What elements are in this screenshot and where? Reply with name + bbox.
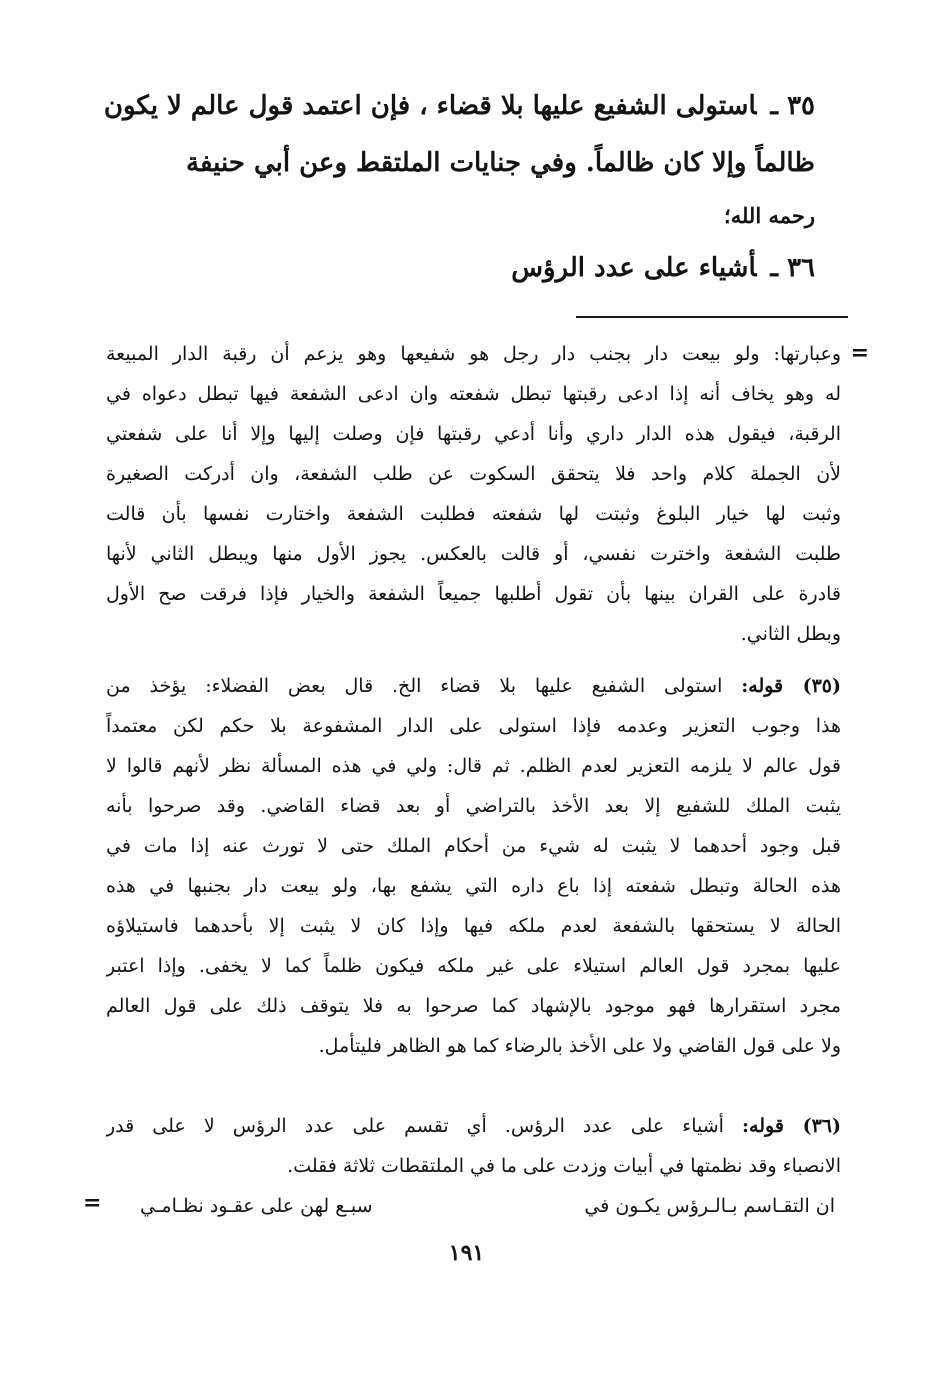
main-text: أشياء على عدد الرؤس bbox=[511, 253, 757, 283]
note-line: هذه الحالة وتبطل شفعته إذا باع داره التي يشفع بها، ولو بيعت دار بجنبها في هذه bbox=[106, 875, 841, 897]
footnote-paragraph bbox=[106, 334, 841, 654]
note-line: قبل وجود أحدهما لا يثبت له شيء من أحكام الملك حتى لا تورث عنه إذا مات في bbox=[106, 835, 841, 857]
continuation-marker: = bbox=[850, 340, 869, 366]
note-line: الحالة لا يستحقها بالشفعة لعدم ملكه فيها وإذا كان لا يثبت إلا بأحدهما فاستيلاؤه bbox=[106, 915, 841, 937]
note-line: وعبارتها: ولو بيعت دار بجنب دار رجل هو شفيعها وهو يزعم أن رقبة الدار المبيعة bbox=[106, 343, 841, 365]
verse-line bbox=[140, 1186, 835, 1226]
note-line: طلبت الشفعة واخترت نفسي، أو قالت بالعكس. يجوز الأول منها ويبطل الثاني لأنها bbox=[106, 543, 841, 565]
note-line: عليها بمجرد قول العالم استيلاء على غير ملكه فيكون ظلماً كما لا يخفى. وإذا اعتبر bbox=[106, 955, 841, 977]
note-line: وبطل الثاني. bbox=[740, 623, 841, 645]
note-line bbox=[106, 666, 841, 706]
note-label: (٣٥) قوله: bbox=[741, 675, 841, 697]
note-line: قول عالم لا يلزمه التعزير لعدم الظلم. ثم قال: ولي في هذه المسألة نظر لأنهم قالوا لا bbox=[106, 755, 841, 777]
footnote-paragraph-35 bbox=[106, 666, 841, 1066]
main-text-line-35 bbox=[104, 86, 815, 126]
note-line bbox=[106, 1106, 841, 1146]
footnote-paragraph-36 bbox=[106, 1106, 841, 1186]
verse-second-hemistich: سبـع لهن على عقـود نظـامـي bbox=[140, 1195, 373, 1217]
note-text: أشياء على عدد الرؤس. أي تقسم على عدد الرؤس لا على قدر bbox=[106, 1115, 724, 1137]
footnote-separator bbox=[576, 316, 848, 318]
verse-first-hemistich: ان التقـاسم بـالـرؤس يكـون في bbox=[584, 1195, 835, 1217]
note-line: قادرة على القران بينها بأن تقول أطلبها جميعاً الشفعة والخيار فإذا فرقت صح الأول bbox=[106, 583, 841, 605]
note-line: له وهو يخاف أنه إذا ادعى رقبتها تبطل شفعته وان ادعى الشفعة فيها تبطل دعواه في bbox=[106, 383, 841, 405]
main-text-line-36 bbox=[511, 248, 815, 288]
note-line: لأن الجملة كلام واحد فلا يتحقق السكوت عن طلب الشفعة، وان أدركت الصغيرة bbox=[106, 463, 841, 485]
note-text: استولى الشفيع عليها بلا قضاء الخ. قال بعض الفضلاء: يؤخذ من bbox=[106, 675, 723, 697]
note-line: مجرد استقرارها فهو موجود بالإشهاد كما صرحوا به فلا يتوقف ذلك على قول العالم bbox=[106, 995, 841, 1017]
main-text-line-continuation bbox=[186, 143, 815, 183]
note-line: الرقبة، فيقول هذه الدار داري وأنا أدعي رقبتها فإن وصلت إليها وإلا أنا على شفعتي bbox=[106, 423, 841, 445]
item-number: ٣٥ ـ bbox=[770, 91, 815, 121]
item-number: ٣٦ ـ bbox=[770, 253, 815, 283]
main-text: استولى الشفيع عليها بلا قضاء ، فإن اعتمد قول عالم لا يكون bbox=[103, 91, 757, 121]
main-text-line-continuation bbox=[724, 196, 815, 236]
note-line: يثبت الملك للشفيع إلا بعد الأخذ بالتراضي أو بعد قضاء القاضي. وقد صرحوا بأنه bbox=[106, 795, 841, 817]
main-text: رحمه الله؛ bbox=[724, 203, 815, 228]
page-number: ١٩١ bbox=[448, 1240, 485, 1266]
note-label: (٣٦) قوله: bbox=[742, 1115, 841, 1137]
note-line: الانصباء وقد نظمتها في أبيات وزدت على ما في الملتقطات ثلاثة فقلت. bbox=[287, 1155, 841, 1177]
note-line: ولا على قول القاضي ولا على الأخذ بالرضاء كما هو الظاهر فليتأمل. bbox=[318, 1035, 841, 1057]
continuation-marker: = bbox=[83, 1190, 102, 1216]
main-text: ظالماً وإلا كان ظالماً. وفي جنايات الملتقط وعن أبي حنيفة bbox=[186, 148, 815, 178]
note-line: هذا وجوب التعزير وعدمه فإذا استولى على الدار المشفوعة بلا حكم لكن معتمداً bbox=[106, 715, 841, 737]
note-line: وثبت لها خيار البلوغ وثبتت لها شفعته فطلبت الشفعة واختارت نفسها بأن قالت bbox=[106, 503, 841, 525]
